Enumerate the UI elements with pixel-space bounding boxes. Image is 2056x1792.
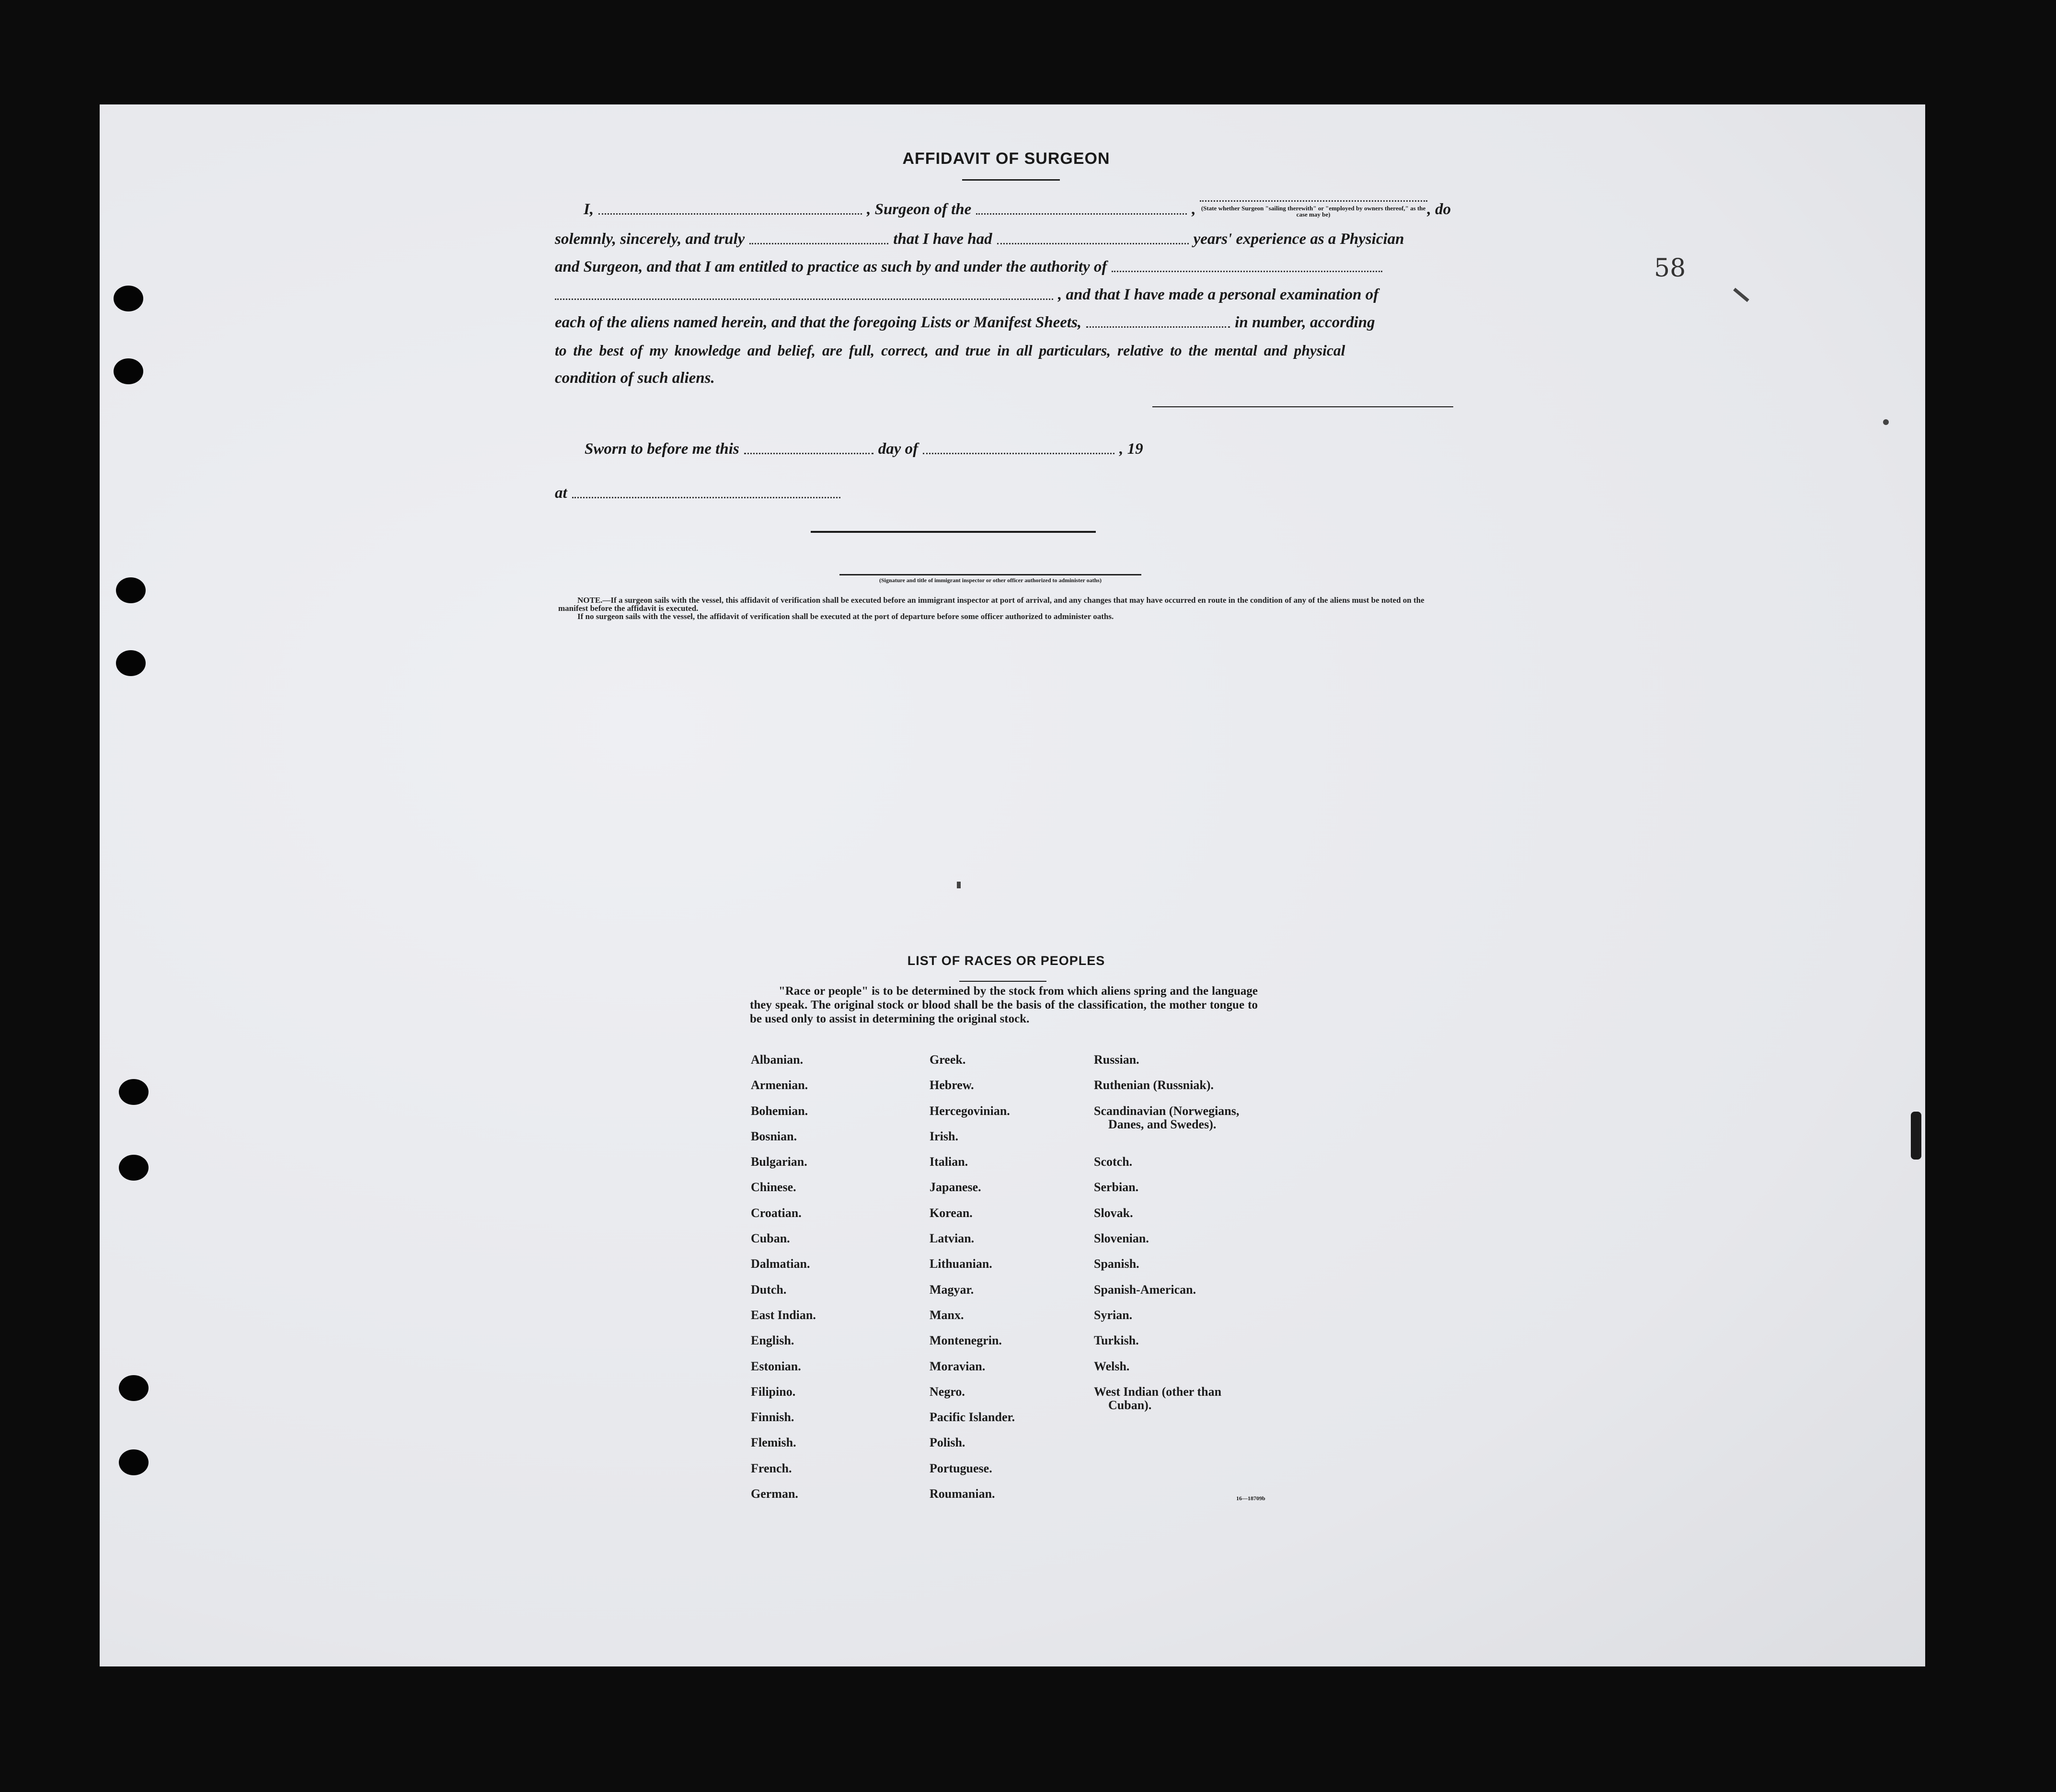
affidavit-title: AFFIDAVIT OF SURGEON xyxy=(902,149,1110,168)
race-entry: Finnish. xyxy=(751,1410,794,1424)
race-entry: Serbian. xyxy=(1094,1180,1139,1195)
race-entry: Polish. xyxy=(930,1436,965,1450)
sworn-line xyxy=(555,431,1453,458)
race-entry: English. xyxy=(751,1333,794,1348)
race-entry: Ruthenian (Russniak). xyxy=(1094,1078,1214,1092)
page-number: 58 xyxy=(1654,254,1686,283)
race-entry: Bosnian. xyxy=(751,1129,797,1143)
years-experience-field[interactable] xyxy=(997,243,1189,244)
scan-mark xyxy=(1883,419,1889,425)
race-entry: Lithuanian. xyxy=(930,1257,992,1271)
races-column-2 xyxy=(930,1053,1015,1513)
race-entry: Negro. xyxy=(930,1384,965,1399)
affidavit-text: Sworn to before me this xyxy=(585,440,739,458)
race-entry: Cuban. xyxy=(751,1231,790,1246)
vessel-name-field[interactable] xyxy=(976,213,1187,215)
affidavit-text: each of the aliens named herein, and that the foregoing Lists or Manifest Sheets, xyxy=(555,314,1082,331)
affidavit-text: solemnly, sincerely, and truly xyxy=(555,230,745,248)
affidavit-text: , Surgeon of the xyxy=(867,201,972,218)
surgeon-signature-line[interactable] xyxy=(1152,406,1453,407)
affidavit-text: I, xyxy=(584,201,594,218)
race-entry: Croatian. xyxy=(751,1206,802,1220)
affidavit-line-1 xyxy=(555,192,1453,218)
sheet-count-field[interactable] xyxy=(1086,326,1230,328)
affidavit-text: to the best of my knowledge and belief, are full, correct, and true in all particulars, relative to the mental and physical xyxy=(555,342,1345,359)
race-entry: Cuban). xyxy=(1108,1398,1152,1412)
affidavit-line-2 xyxy=(555,221,1453,248)
race-entry: Hebrew. xyxy=(930,1078,974,1092)
affidavit-text: and Surgeon, and that I am entitled to practice as such by and under the authority of xyxy=(555,258,1107,276)
race-entry: Moravian. xyxy=(930,1359,986,1373)
race-entry: French. xyxy=(751,1461,792,1475)
note-paragraph-1: NOTE.—If a surgeon sails with the vessel, this affidavit of verification shall be executed before an immigrant inspector at port of arrival, and any changes that may have occurred en route in the condition of any of the aliens must be noted on the manifest before the affidavit is executed. xyxy=(558,596,1424,613)
surgeon-name-field[interactable] xyxy=(598,213,862,215)
race-entry: Russian. xyxy=(1094,1053,1139,1067)
race-entry: Armenian. xyxy=(751,1078,808,1092)
race-entry: Bulgarian. xyxy=(751,1155,807,1169)
affidavit-text: , xyxy=(1192,201,1196,218)
race-entry: Syrian. xyxy=(1094,1308,1133,1322)
race-entry: Flemish. xyxy=(751,1436,796,1450)
affidavit-line-4 xyxy=(555,277,1453,304)
surgeon-status-field[interactable] xyxy=(1200,200,1427,202)
affidavit-line-5 xyxy=(555,305,1453,332)
races-title: LIST OF RACES OR PEOPLES xyxy=(907,953,1105,968)
race-entry: East Indian. xyxy=(751,1308,816,1322)
race-entry: Pacific Islander. xyxy=(930,1410,1015,1424)
punch-hole xyxy=(119,1155,149,1181)
races-title-underline xyxy=(959,981,1046,982)
race-entry: Montenegrin. xyxy=(930,1333,1002,1348)
race-entry: Chinese. xyxy=(751,1180,796,1195)
race-entry: Portuguese. xyxy=(930,1461,992,1475)
races-column-1 xyxy=(751,1053,816,1513)
affidavit-text: condition of such aliens. xyxy=(555,369,715,387)
race-entry: Italian. xyxy=(930,1155,968,1169)
race-entry: Welsh. xyxy=(1094,1359,1130,1373)
race-entry: Japanese. xyxy=(930,1180,981,1195)
race-entry: Scandinavian (Norwegians, xyxy=(1094,1103,1240,1118)
sworn-day-field[interactable] xyxy=(744,453,873,454)
race-entry: Scotch. xyxy=(1094,1155,1133,1169)
authority-field[interactable] xyxy=(1112,271,1382,272)
race-entry: Bohemian. xyxy=(751,1103,808,1118)
inspector-signature-line[interactable] xyxy=(811,531,1096,533)
form-number: 16—18709b xyxy=(1236,1495,1265,1502)
affidavit-text: , do xyxy=(1427,201,1451,218)
punch-hole xyxy=(114,286,143,311)
race-entry: Irish. xyxy=(930,1129,958,1143)
race-entry: West Indian (other than xyxy=(1094,1384,1222,1399)
scan-mark xyxy=(1911,1112,1921,1160)
signature-caption: (Signature and title of immigrant inspector or other officer authorized to administer oaths) xyxy=(839,574,1141,584)
punch-hole xyxy=(119,1079,149,1105)
affidavit-line-6 xyxy=(555,333,1453,359)
affidavit-text: years' experience as a Physician xyxy=(1193,230,1404,248)
affidavit-text: in number, according xyxy=(1235,314,1375,331)
race-entry: Slovak. xyxy=(1094,1206,1133,1220)
affidavit-text: day of xyxy=(878,440,919,458)
race-entry: Spanish-American. xyxy=(1094,1282,1196,1297)
race-entry: Estonian. xyxy=(751,1359,801,1373)
race-entry: Hercegovinian. xyxy=(930,1103,1010,1118)
affidavit-line-7 xyxy=(555,360,1453,387)
affidavit-text: , and that I have made a personal examination of xyxy=(1058,286,1379,303)
race-entry: Manx. xyxy=(930,1308,964,1322)
affidavit-note xyxy=(558,596,1454,620)
authority-field-continued[interactable] xyxy=(555,299,1053,300)
race-entry: Greek. xyxy=(930,1053,966,1067)
races-intro-text: "Race or people" is to be determined by the stock from which aliens spring and the language they speak. The original stock or blood shall be the basis of the classification, the mother tongue to be used only to assist in determining the original stock. xyxy=(750,985,1258,1025)
race-entry: Dalmatian. xyxy=(751,1257,810,1271)
race-entry: Korean. xyxy=(930,1206,973,1220)
scan-mark xyxy=(957,882,961,888)
affidavit-text: at xyxy=(555,484,567,502)
affidavit-text: that I have had xyxy=(893,230,992,248)
race-entry: Dutch. xyxy=(751,1282,787,1297)
note-paragraph-2: If no surgeon sails with the vessel, the affidavit of verification shall be executed at the port of departure before some officer authorized to administer oaths. xyxy=(577,612,1114,621)
punch-hole xyxy=(119,1449,149,1475)
races-intro xyxy=(750,984,1258,1026)
race-entry: Slovenian. xyxy=(1094,1231,1149,1246)
sworn-month-field[interactable] xyxy=(923,453,1114,454)
punch-hole xyxy=(116,650,146,676)
race-entry: German. xyxy=(751,1487,798,1501)
race-entry: Turkish. xyxy=(1094,1333,1139,1348)
races-column-3 xyxy=(1094,1053,1239,1436)
at-line xyxy=(555,475,1453,502)
race-entry: Roumanian. xyxy=(930,1487,995,1501)
affidavit-line-3 xyxy=(555,249,1453,276)
place-field[interactable] xyxy=(572,497,840,498)
race-entry: Danes, and Swedes). xyxy=(1108,1117,1217,1131)
title-underline xyxy=(962,179,1060,181)
race-entry: Albanian. xyxy=(751,1053,804,1067)
race-entry: Magyar. xyxy=(930,1282,974,1297)
race-entry: Spanish. xyxy=(1094,1257,1139,1271)
punch-hole xyxy=(114,358,143,384)
declaration-field[interactable] xyxy=(749,243,888,244)
race-entry: Latvian. xyxy=(930,1231,975,1246)
surgeon-status-note: (State whether Surgeon "sailing therewith" or "employed by owners thereof," as the case may be) xyxy=(1201,205,1426,218)
race-entry: Filipino. xyxy=(751,1384,796,1399)
punch-hole xyxy=(119,1375,149,1401)
affidavit-text: , 19 xyxy=(1119,440,1143,458)
punch-hole xyxy=(116,577,146,603)
